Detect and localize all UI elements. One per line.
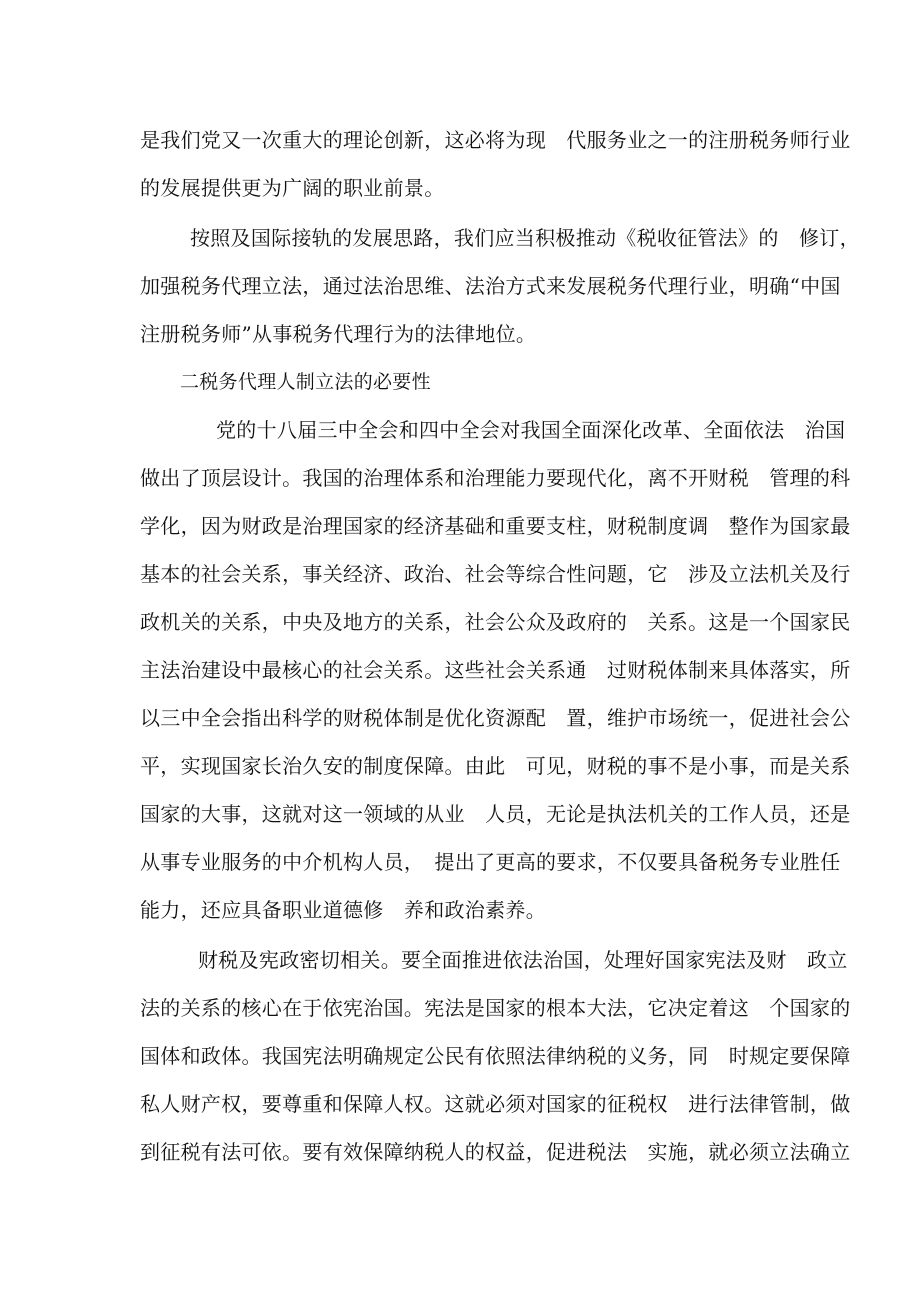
body-text-line: 能力，还应具备职业道德修 养和政治素养。	[140, 898, 546, 922]
body-text-line: 的发展提供更为广阔的职业前景。	[140, 176, 445, 200]
body-text-line: 法的关系的核心在于依宪治国。宪法是国家的根本大法，它决定着这 个国家的	[140, 996, 851, 1020]
body-text-line: 国体和政体。我国宪法明确规定公民有依照法律纳税的义务，同 时规定要保障	[140, 1044, 851, 1068]
paragraph-first-line: 财税及宪政密切相关。要全面推进依法治国，处理好国家宪法及财 政立	[198, 948, 848, 972]
body-text-line: 以三中全会指出科学的财税体制是优化资源配 置，维护市场统一，促进社会公	[140, 706, 851, 730]
body-text-line: 注册税务师”从事税务代理行为的法律地位。	[140, 322, 537, 346]
body-text-line: 基本的社会关系，事关经济、政治、社会等综合性问题，它 涉及立法机关及行	[140, 562, 851, 586]
body-text-line: 平，实现国家长治久安的制度保障。由此 可见，财税的事不是小事，而是关系	[140, 754, 851, 778]
body-text-line: 加强税务代理立法，通过法治思维、法治方式来发展税务代理行业，明确“中国	[140, 274, 841, 298]
body-text-line: 私人财产权，要尊重和保障人权。这就必须对国家的征税权 进行法律管制，做	[140, 1092, 851, 1116]
body-text-line: 政机关的关系，中央及地方的关系，社会公众及政府的 关系。这是一个国家民	[140, 610, 851, 634]
body-text-line: 主法治建设中最核心的社会关系。这些社会关系通 过财税体制来具体落实，所	[140, 658, 851, 682]
body-text-line: 国家的大事，这就对这一领域的从业 人员，无论是执法机关的工作人员，还是	[140, 802, 851, 826]
body-text-line: 是我们党又一次重大的理论创新，这必将为现 代服务业之一的注册税务师行业	[140, 128, 851, 152]
section-heading: 二税务代理人制立法的必要性	[180, 371, 431, 393]
paragraph-first-line: 党的十八届三中全会和四中全会对我国全面深化改革、全面依法 治国	[216, 418, 846, 442]
body-text-line: 到征税有法可依。要有效保障纳税人的权益，促进税法 实施，就必须立法确立	[140, 1140, 851, 1164]
paragraph-first-line: 按照及国际接轨的发展思路，我们应当积极推动《税收征管法》的 修订，	[190, 226, 860, 250]
body-text-line: 做出了顶层设计。我国的治理体系和治理能力要现代化，离不开财税 管理的科	[140, 466, 851, 490]
body-text-line: 从事专业服务的中介机构人员， 提出了更高的要求，不仅要具备税务专业胜任	[140, 850, 841, 874]
body-text-line: 学化，因为财政是治理国家的经济基础和重要支柱，财税制度调 整作为国家最	[140, 514, 851, 538]
